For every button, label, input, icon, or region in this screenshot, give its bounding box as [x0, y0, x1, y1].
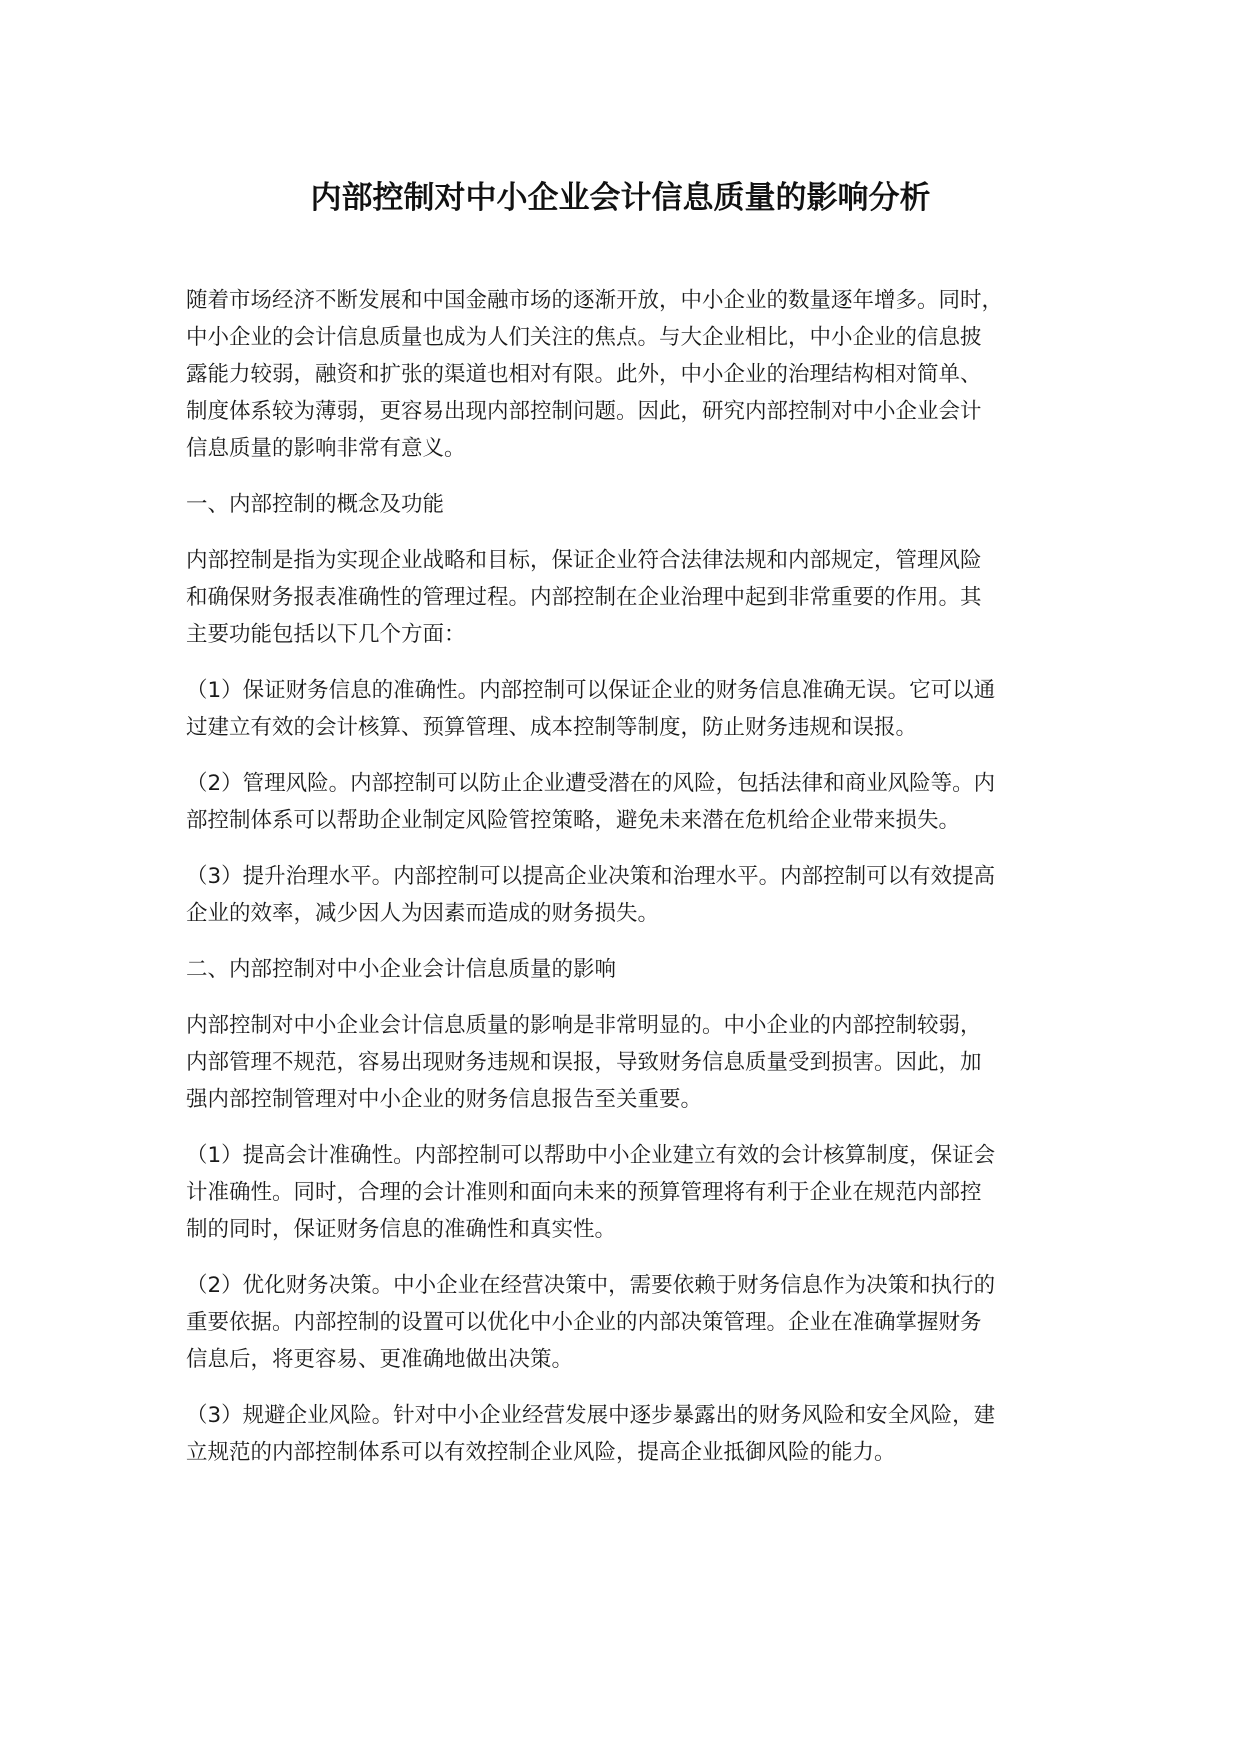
text-line: 随着市场经济不断发展和中国金融市场的逐渐开放，中小企业的数量逐年增多。同时，: [186, 288, 1004, 313]
paragraph: [186, 542, 1058, 653]
text-line: 强内部控制管理对中小企业的财务信息报告至关重要。: [186, 1087, 703, 1112]
text-line: 二、内部控制对中小企业会计信息质量的影响: [186, 957, 617, 982]
paragraph: [186, 1397, 1058, 1471]
paragraph: [186, 672, 1058, 746]
text-line: 信息后，将更容易、更准确地做出决策。: [186, 1347, 574, 1372]
text-line: （2）管理风险。内部控制可以防止企业遭受潜在的风险，包括法律和商业风险等。内: [186, 771, 996, 796]
paragraph: [186, 1007, 1058, 1118]
text-line: （1）提高会计准确性。内部控制可以帮助中小企业建立有效的会计核算制度，保证会: [186, 1143, 996, 1168]
text-line: （3）规避企业风险。针对中小企业经营发展中逐步暴露出的财务风险和安全风险，建: [186, 1403, 996, 1428]
text-line: 企业的效率，减少因人为因素而造成的财务损失。: [186, 901, 660, 926]
paragraph: [186, 1137, 1058, 1248]
text-line: （1）保证财务信息的准确性。内部控制可以保证企业的财务信息准确无误。它可以通: [186, 678, 996, 703]
text-line: 内部控制对中小企业会计信息质量的影响是非常明显的。中小企业的内部控制较弱，: [186, 1013, 982, 1038]
paragraph: [186, 1267, 1058, 1378]
document-body: [186, 282, 1058, 1490]
page-title: 内部控制对中小企业会计信息质量的影响分析: [310, 180, 931, 216]
paragraph: [186, 765, 1058, 839]
text-line: 过建立有效的会计核算、预算管理、成本控制等制度，防止财务违规和误报。: [186, 715, 918, 740]
text-line: 制度体系较为薄弱，更容易出现内部控制问题。因此，研究内部控制对中小企业会计: [186, 399, 982, 424]
text-line: 信息质量的影响非常有意义。: [186, 436, 466, 461]
text-line: 内部管理不规范，容易出现财务违规和误报，导致财务信息质量受到损害。因此，加: [186, 1050, 982, 1075]
text-line: 中小企业的会计信息质量也成为人们关注的焦点。与大企业相比，中小企业的信息披: [186, 325, 982, 350]
text-line: 部控制体系可以帮助企业制定风险管控策略，避免未来潜在危机给企业带来损失。: [186, 808, 961, 833]
text-line: 计准确性。同时，合理的会计准则和面向未来的预算管理将有利于企业在规范内部控: [186, 1180, 982, 1205]
text-line: 主要功能包括以下几个方面：: [186, 622, 466, 647]
text-line: 一、内部控制的概念及功能: [186, 492, 445, 517]
text-line: 和确保财务报表准确性的管理过程。内部控制在企业治理中起到非常重要的作用。其: [186, 585, 982, 610]
paragraph: [186, 282, 1058, 467]
text-line: 露能力较弱，融资和扩张的渠道也相对有限。此外，中小企业的治理结构相对简单、: [186, 362, 982, 387]
text-line: 立规范的内部控制体系可以有效控制企业风险，提高企业抵御风险的能力。: [186, 1440, 896, 1465]
text-line: （2）优化财务决策。中小企业在经营决策中，需要依赖于财务信息作为决策和执行的: [186, 1273, 996, 1298]
text-line: 内部控制是指为实现企业战略和目标，保证企业符合法律法规和内部规定，管理风险: [186, 548, 982, 573]
section-heading: [186, 951, 1058, 988]
section-heading: [186, 486, 1058, 523]
text-line: （3）提升治理水平。内部控制可以提高企业决策和治理水平。内部控制可以有效提高: [186, 864, 996, 889]
text-line: 制的同时，保证财务信息的准确性和真实性。: [186, 1217, 617, 1242]
paragraph: [186, 858, 1058, 932]
text-line: 重要依据。内部控制的设置可以优化中小企业的内部决策管理。企业在准确掌握财务: [186, 1310, 982, 1335]
